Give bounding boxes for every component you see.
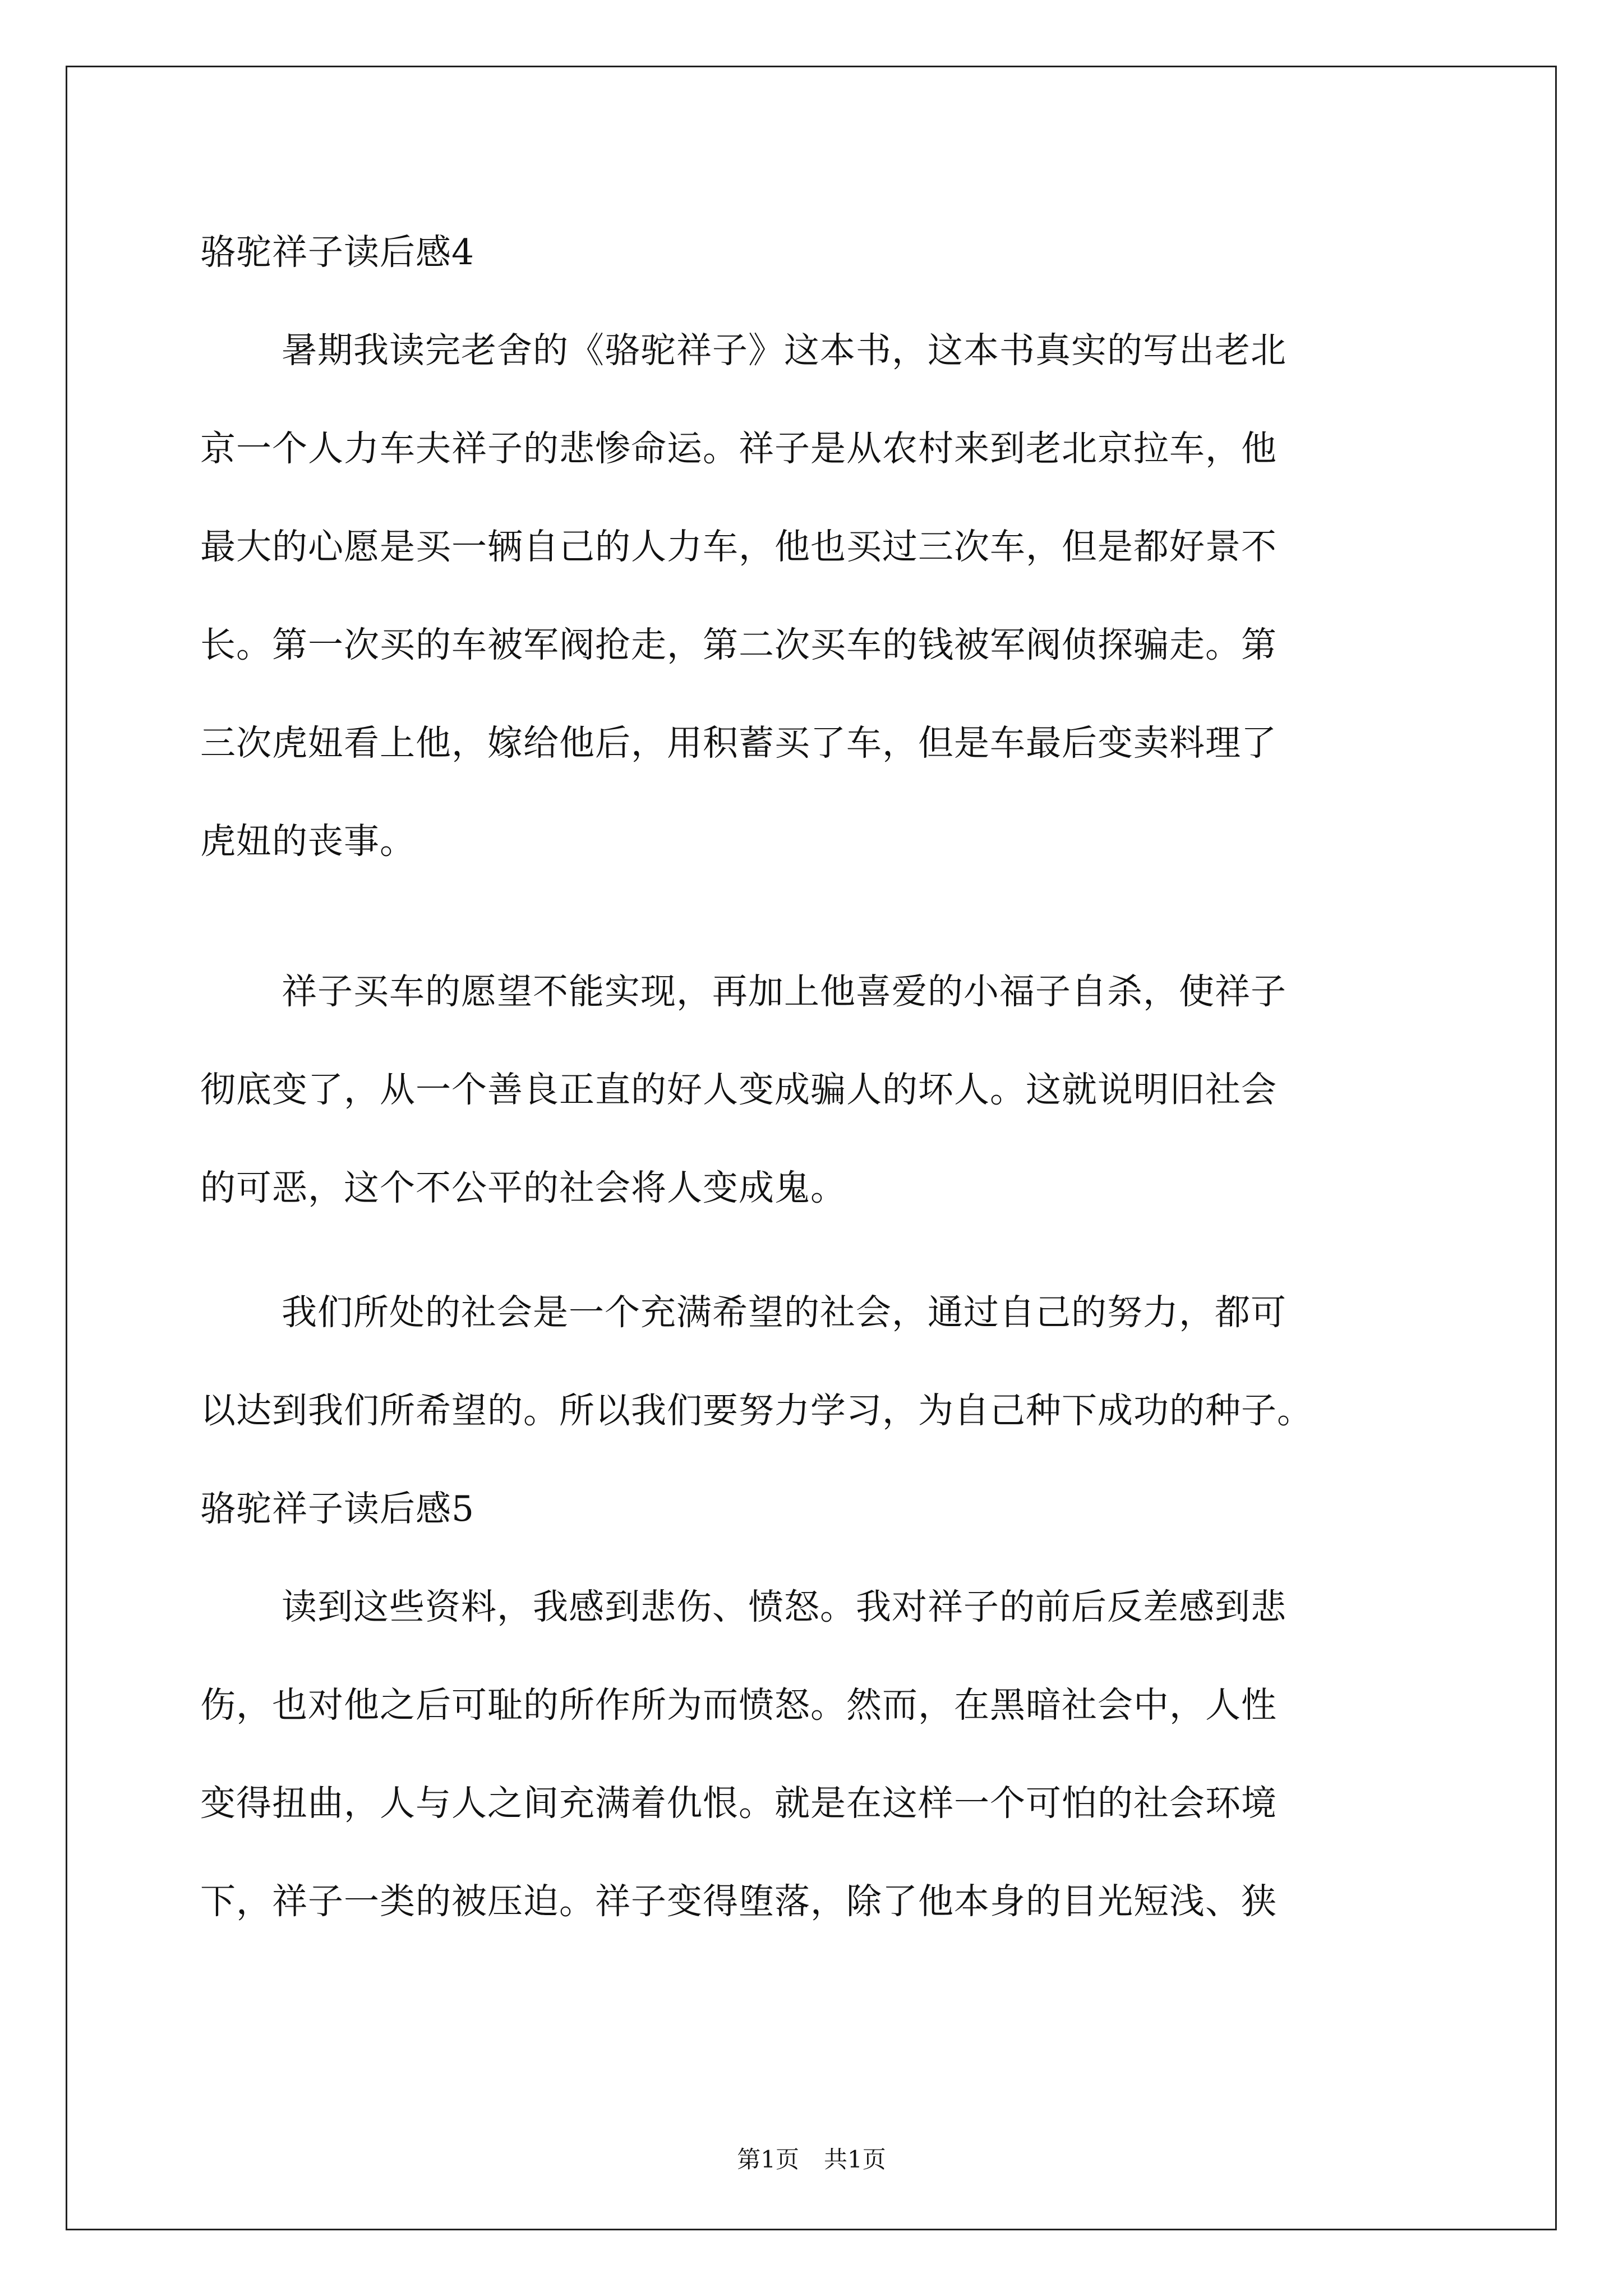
paragraph-2-line-2: 彻底变了，从一个善良正直的好人变成骗人的坏人。这就说明旧社会 — [200, 1069, 1277, 1110]
section-heading-5: 骆驼祥子读后感5 — [200, 1488, 475, 1529]
paragraph-4-line-2: 伤，也对他之后可耻的所作所为而愤怒。然而，在黑暗社会中，人性 — [200, 1685, 1277, 1726]
paragraph-1-line-6: 虎妞的丧事。 — [200, 821, 416, 862]
paragraph-4-line-1: 读到这些资料，我感到悲伤、愤怒。我对祥子的前后反差感到悲 — [282, 1586, 1287, 1627]
paragraph-2-line-1: 祥子买车的愿望不能实现，再加上他喜爱的小福子自杀，使祥子 — [282, 971, 1287, 1012]
paragraph-4-line-3: 变得扭曲，人与人之间充满着仇恨。就是在这样一个可怕的社会环境 — [200, 1783, 1277, 1824]
paragraph-4-line-4: 下，祥子一类的被压迫。祥子变得堕落，除了他本身的目光短浅、狭 — [200, 1881, 1277, 1922]
paragraph-1-line-2: 京一个人力车夫祥子的悲惨命运。祥子是从农村来到老北京拉车，他 — [200, 428, 1277, 469]
paragraph-1-line-3: 最大的心愿是买一辆自己的人力车，他也买过三次车，但是都好景不 — [200, 526, 1277, 567]
paragraph-1-line-5: 三次虎妞看上他，嫁给他后，用积蓄买了车，但是车最后变卖料理了 — [200, 723, 1277, 763]
paragraph-2-line-3: 的可恶，这个不公平的社会将人变成鬼。 — [200, 1167, 846, 1208]
page-total: 共1页 — [824, 2146, 886, 2173]
page-number: 第1页 — [737, 2146, 799, 2173]
paragraph-1-line-1: 暑期我读完老舍的《骆驼祥子》这本书，这本书真实的写出老北 — [282, 330, 1287, 371]
paragraph-3-line-2: 以达到我们所希望的。所以我们要努力学习，为自己种下成功的种子。 — [200, 1390, 1313, 1431]
paragraph-3-line-1: 我们所处的社会是一个充满希望的社会，通过自己的努力，都可 — [282, 1292, 1287, 1333]
paragraph-1-line-4: 长。第一次买的车被军阀抢走，第二次买车的钱被军阀侦探骗走。第 — [200, 624, 1277, 665]
page-footer — [0, 2143, 1623, 2177]
section-heading-4: 骆驼祥子读后感4 — [200, 232, 475, 273]
